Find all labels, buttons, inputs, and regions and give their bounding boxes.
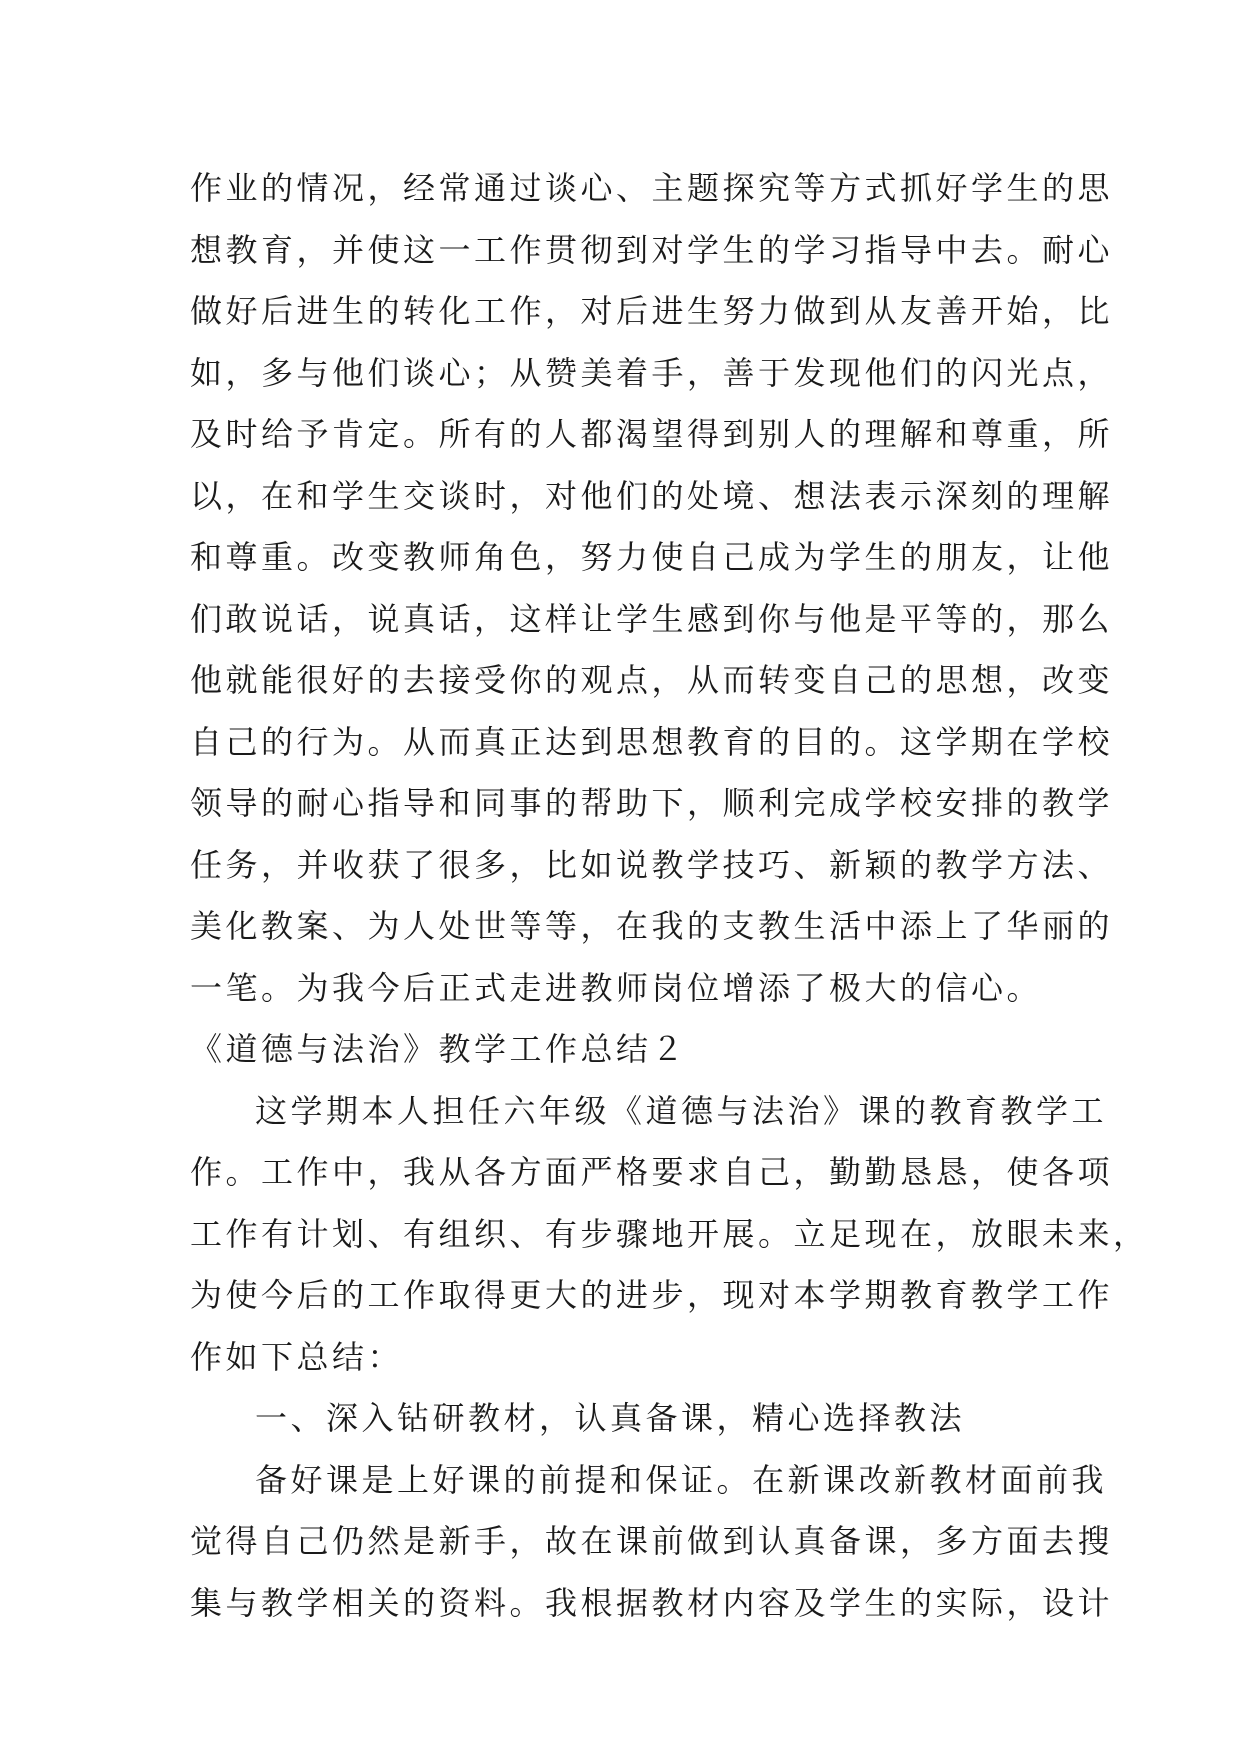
text-line: 一笔。为我今后正式走进教师岗位增添了极大的信心。	[190, 968, 1043, 1007]
text-line: 自己的行为。从而真正达到思想教育的目的。这学期在学校	[190, 722, 1114, 761]
section-heading: 《道德与法治》教学工作总结２	[190, 1030, 688, 1068]
text-line: 想教育，并使这一工作贯彻到对学生的学习指导中去。耐心	[190, 230, 1114, 269]
text-line: 做好后进生的转化工作，对后进生努力做到从友善开始，比	[190, 292, 1114, 330]
text-line: 领导的耐心指导和同事的帮助下，顺利完成学校安排的教学	[190, 784, 1114, 822]
text-line: 作。工作中，我从各方面严格要求自己，勤勤恳恳，使各项	[190, 1153, 1114, 1191]
subheading: 一、深入钻研教材，认真备课，精心选择教法	[255, 1399, 966, 1437]
document-body	[190, 158, 1149, 1634]
text-line: 任务，并收获了很多，比如说教学技巧、新颖的教学方法、	[190, 845, 1114, 884]
text-line: 美化教案、为人处世等等，在我的支教生活中添上了华丽的	[190, 907, 1114, 945]
text-line: 为使今后的工作取得更大的进步，现对本学期教育教学工作	[190, 1276, 1114, 1314]
text-line: 备好课是上好课的前提和保证。在新课改新教材面前我	[255, 1460, 1108, 1499]
text-line: 集与教学相关的资料。我根据教材内容及学生的实际，设计	[190, 1583, 1114, 1622]
text-line: 们敢说话，说真话，这样让学生感到你与他是平等的，那么	[190, 599, 1114, 638]
text-line: 如，多与他们谈心；从赞美着手，善于发现他们的闪光点，	[190, 353, 1114, 392]
text-line: 这学期本人担任六年级《道德与法治》课的教育教学工	[255, 1091, 1108, 1130]
text-line: 作业的情况，经常通过谈心、主题探究等方式抓好学生的思	[190, 169, 1114, 207]
text-line: 他就能很好的去接受你的观点，从而转变自己的思想，改变	[190, 661, 1114, 699]
text-line: 觉得自己仍然是新手，故在课前做到认真备课，多方面去搜	[190, 1522, 1114, 1560]
text-line: 以，在和学生交谈时，对他们的处境、想法表示深刻的理解	[190, 476, 1114, 515]
text-line: 和尊重。改变教师角色，努力使自己成为学生的朋友，让他	[190, 538, 1114, 576]
text-line: 工作有计划、有组织、有步骤地开展。立足现在，放眼未来，	[190, 1214, 1149, 1253]
text-line: 作如下总结：	[190, 1337, 404, 1376]
text-line: 及时给予肯定。所有的人都渴望得到别人的理解和尊重，所	[190, 415, 1114, 453]
